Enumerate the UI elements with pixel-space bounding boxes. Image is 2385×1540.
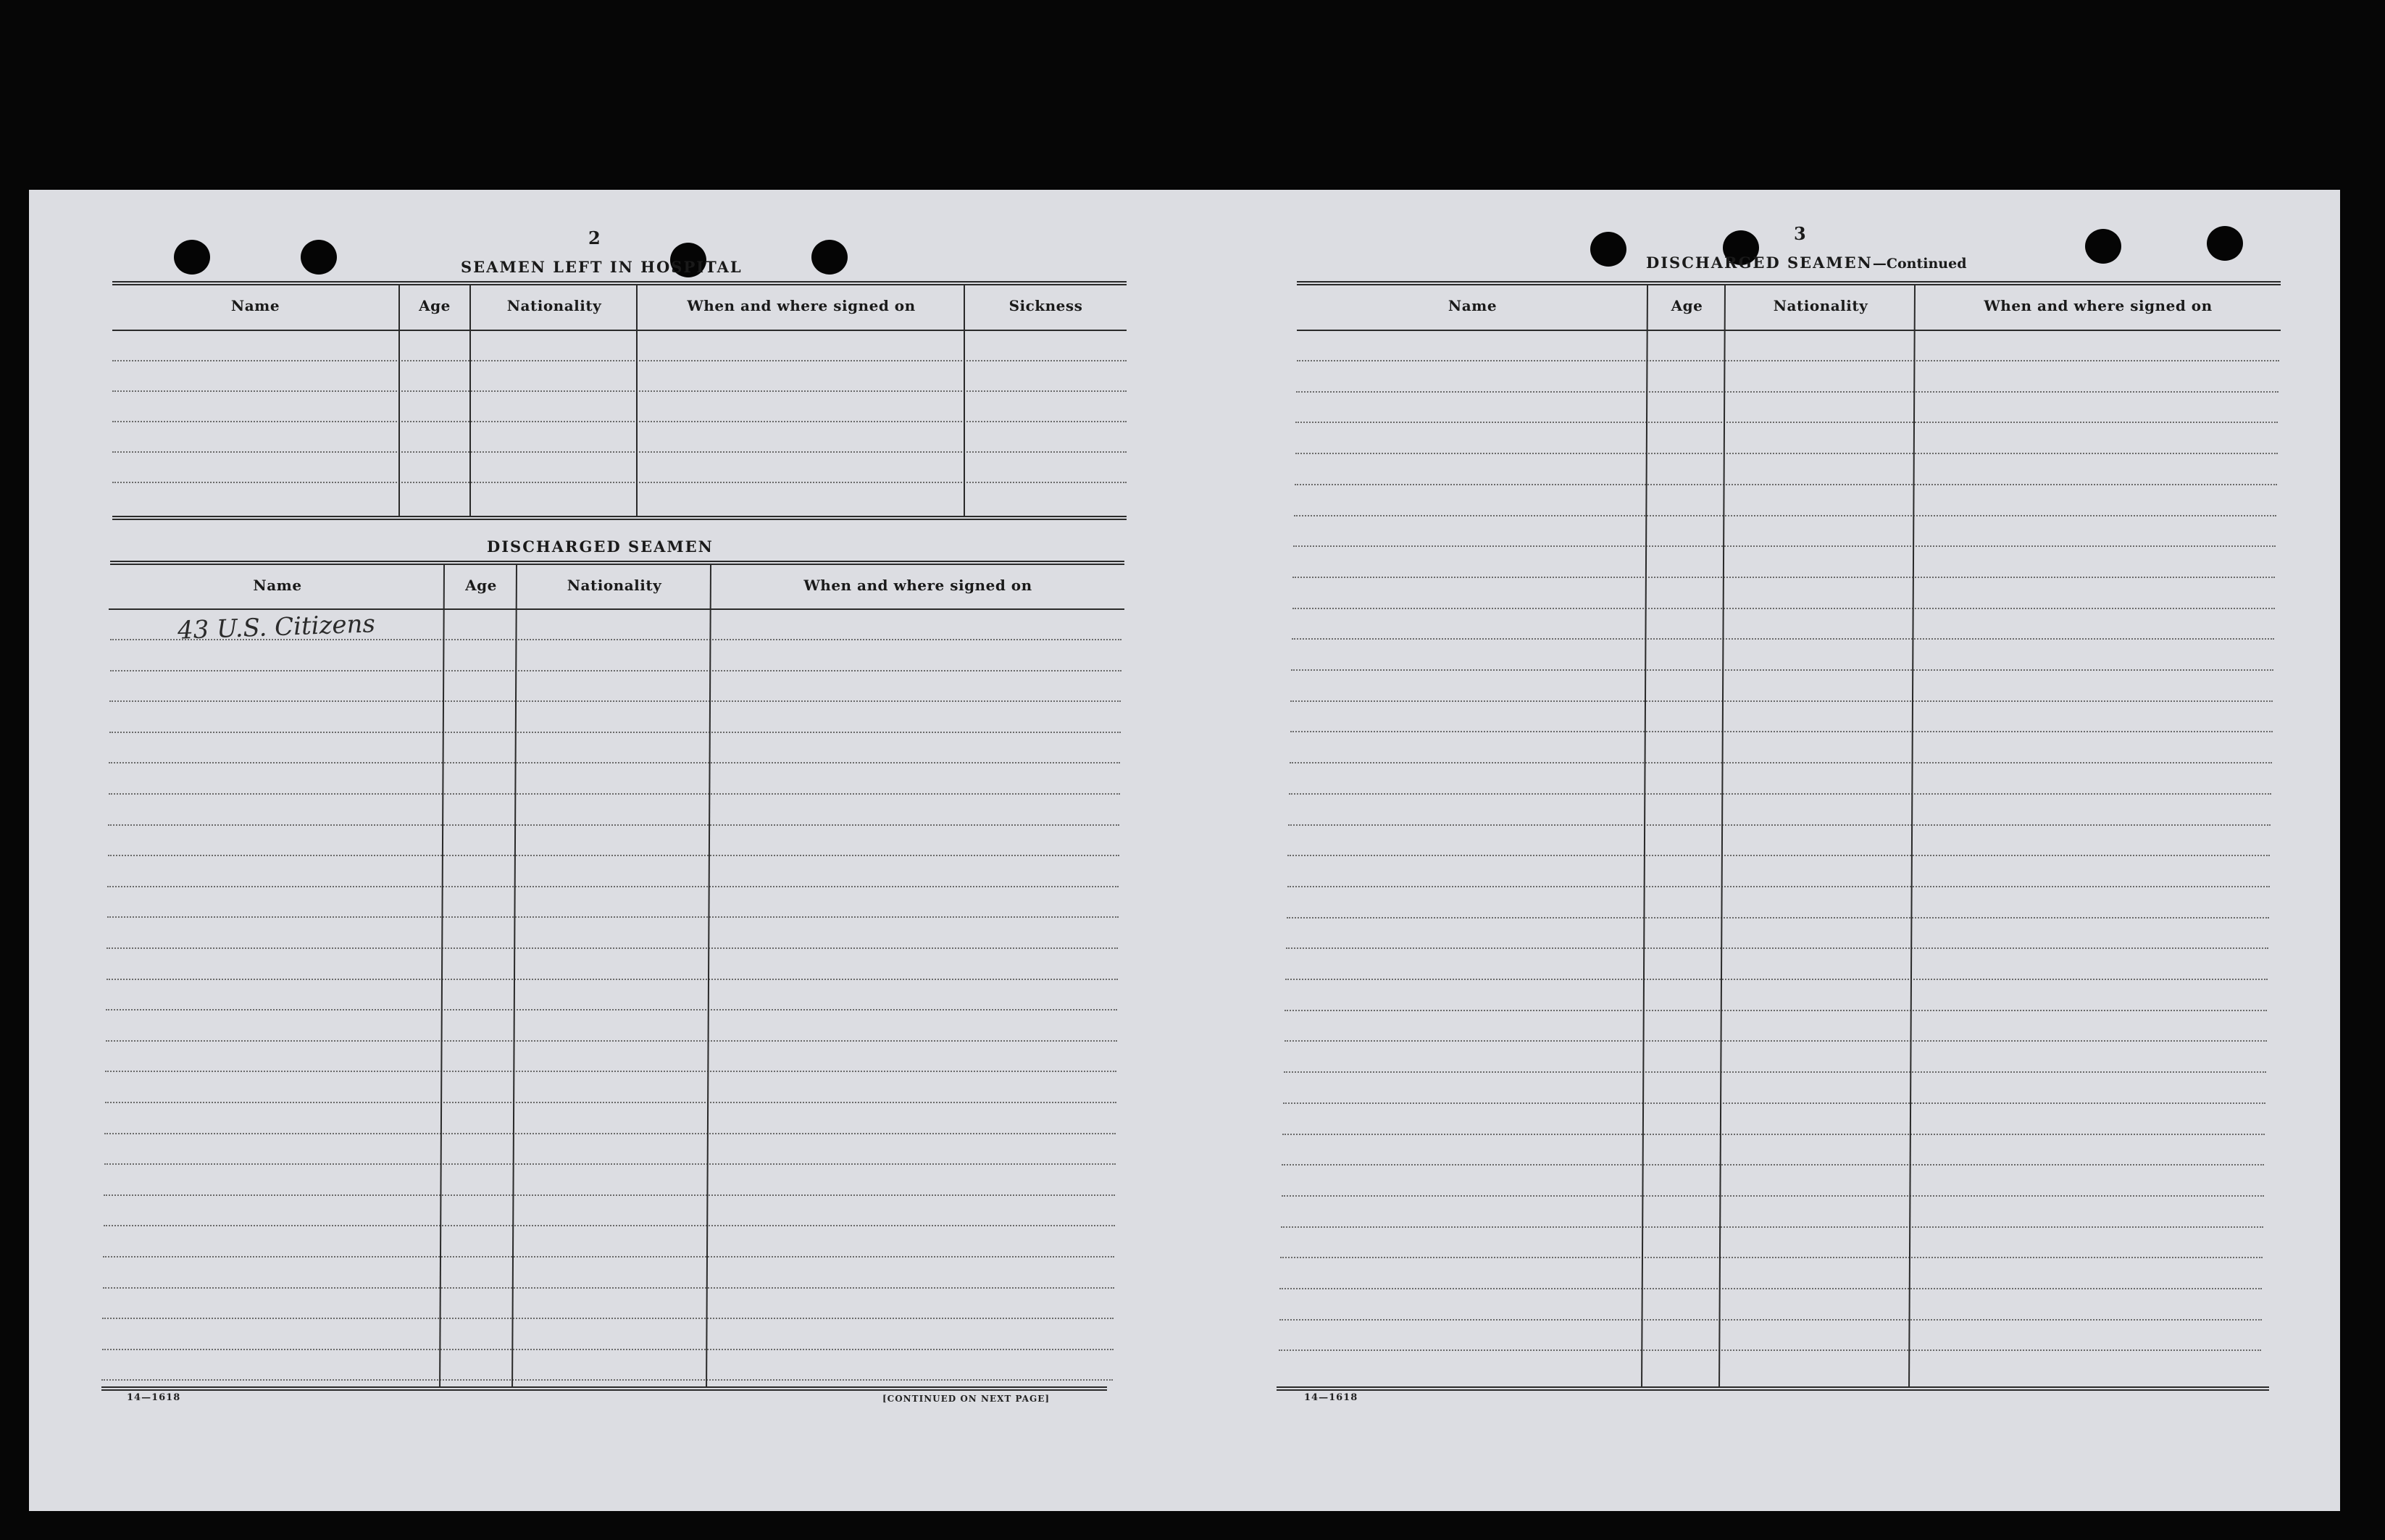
punch-hole [2207,226,2243,261]
row-rule-line [1295,422,2278,423]
left-page-number: 2 [588,227,601,248]
row-rule-line [1289,793,2271,795]
row-rule-line [102,1318,1114,1319]
hospital-col-signed-on: When and where signed on [687,297,916,314]
row-rule-line [1283,1102,2265,1104]
row-rule-line [103,1287,1114,1289]
row-rule-line [1292,638,2274,640]
row-rule-line [1285,1010,2267,1011]
hospital-bottom-rule [112,516,1127,520]
form-sheet [29,190,2340,1511]
right-section-title [1646,254,1967,272]
row-rule-line [104,1133,1116,1134]
row-rule-line [109,762,1120,763]
row-rule-line [1286,947,2268,949]
continued-note: [CONTINUED ON NEXT PAGE] [882,1394,1051,1404]
row-rule-line [104,1194,1115,1196]
hospital-col-divider [636,285,638,517]
row-rule-line [1294,515,2276,516]
handwritten-entry: 43 U.S. Citizens [177,609,376,645]
row-rule-line [1297,360,2279,361]
row-rule-line [1279,1288,2262,1289]
hospital-col-sickness: Sickness [1008,297,1083,314]
hospital-row-line [112,390,1127,392]
row-rule-line [1296,391,2279,393]
hospital-header-rule [112,330,1127,331]
right-bottom-rule [1277,1386,2269,1391]
hospital-col-name: Name [230,297,280,314]
row-rule-line [109,732,1121,733]
punch-hole [2085,229,2121,264]
discharged-section-title: DISCHARGED SEAMEN [487,537,714,556]
discharged-header-rule [109,608,1124,610]
hospital-col-divider [469,285,471,517]
row-rule-line [1280,1257,2263,1258]
row-rule-line [1290,762,2272,763]
right-title-suffix: —Continued [1872,256,1967,272]
row-rule-line [1284,1071,2266,1073]
row-rule-line [1279,1319,2262,1321]
right-col-age: Age [1671,297,1703,314]
row-rule-line [104,1163,1116,1165]
row-rule-line [1285,1040,2267,1042]
hospital-section-title: SEAMEN LEFT IN HOSPITAL [461,258,743,276]
row-rule-line [107,886,1119,887]
right-header-rule [1297,330,2281,331]
row-rule-line [105,1071,1116,1072]
hospital-col-nationality: Nationality [506,297,602,314]
right-title-main: DISCHARGED SEAMEN [1646,254,1873,272]
punch-hole [174,240,210,275]
row-rule-line [106,1009,1117,1010]
right-col-name: Name [1448,297,1498,314]
row-rule-line [102,1349,1114,1350]
row-rule-line [1292,608,2275,609]
hospital-row-line [112,421,1127,422]
right-form-number: 14—1618 [1304,1392,1358,1403]
hospital-row-line [112,451,1127,453]
left-form-number: 14—1618 [127,1392,181,1403]
row-rule-line [1287,886,2270,887]
row-rule-line [109,700,1121,702]
right-col-signed-on: When and where signed on [1984,297,2213,314]
right-top-rule [1297,281,2281,285]
row-rule-line [1291,669,2273,671]
right-page-number: 3 [1794,223,1806,244]
row-rule-line [109,793,1120,795]
hospital-col-age: Age [419,297,451,314]
row-rule-line [1295,484,2277,485]
row-rule-line [1290,700,2273,702]
row-rule-line [1288,824,2271,826]
punch-hole [1590,232,1626,267]
row-rule-line [1279,1349,2261,1351]
row-rule-line [1282,1164,2264,1166]
row-rule-line [1287,855,2270,856]
row-rule-line [1295,453,2278,454]
row-rule-line [107,916,1119,918]
row-rule-line [108,824,1119,826]
row-rule-line [1290,731,2273,732]
hospital-row-line [112,360,1127,361]
row-rule-line [108,855,1119,856]
row-rule-line [1282,1134,2265,1135]
row-rule-line [103,1256,1114,1257]
hospital-row-line [112,482,1127,483]
row-rule-line [1292,577,2275,578]
punch-hole [811,240,848,275]
row-rule-line [101,1379,1113,1381]
discharged-col-nationality: Nationality [567,577,662,594]
row-rule-line [1287,917,2269,918]
row-rule-line [104,1225,1115,1226]
row-rule-line [1293,545,2276,547]
row-rule-line [110,639,1122,640]
discharged-col-age: Age [465,577,497,594]
discharged-top-rule [110,561,1124,565]
row-rule-line [106,979,1118,980]
punch-hole [301,240,337,275]
row-rule-line [1281,1226,2263,1228]
row-rule-line [1285,979,2268,980]
discharged-bottom-rule [101,1386,1107,1391]
hospital-col-divider [398,285,400,517]
row-rule-line [1282,1195,2264,1197]
discharged-col-signed-on: When and where signed on [803,577,1032,594]
row-rule-line [106,1040,1117,1042]
discharged-col-name: Name [253,577,302,594]
row-rule-line [106,947,1118,949]
row-rule-line [105,1102,1116,1103]
hospital-top-rule [112,281,1127,285]
hospital-col-divider [964,285,965,517]
right-col-nationality: Nationality [1773,297,1868,314]
row-rule-line [110,670,1122,671]
